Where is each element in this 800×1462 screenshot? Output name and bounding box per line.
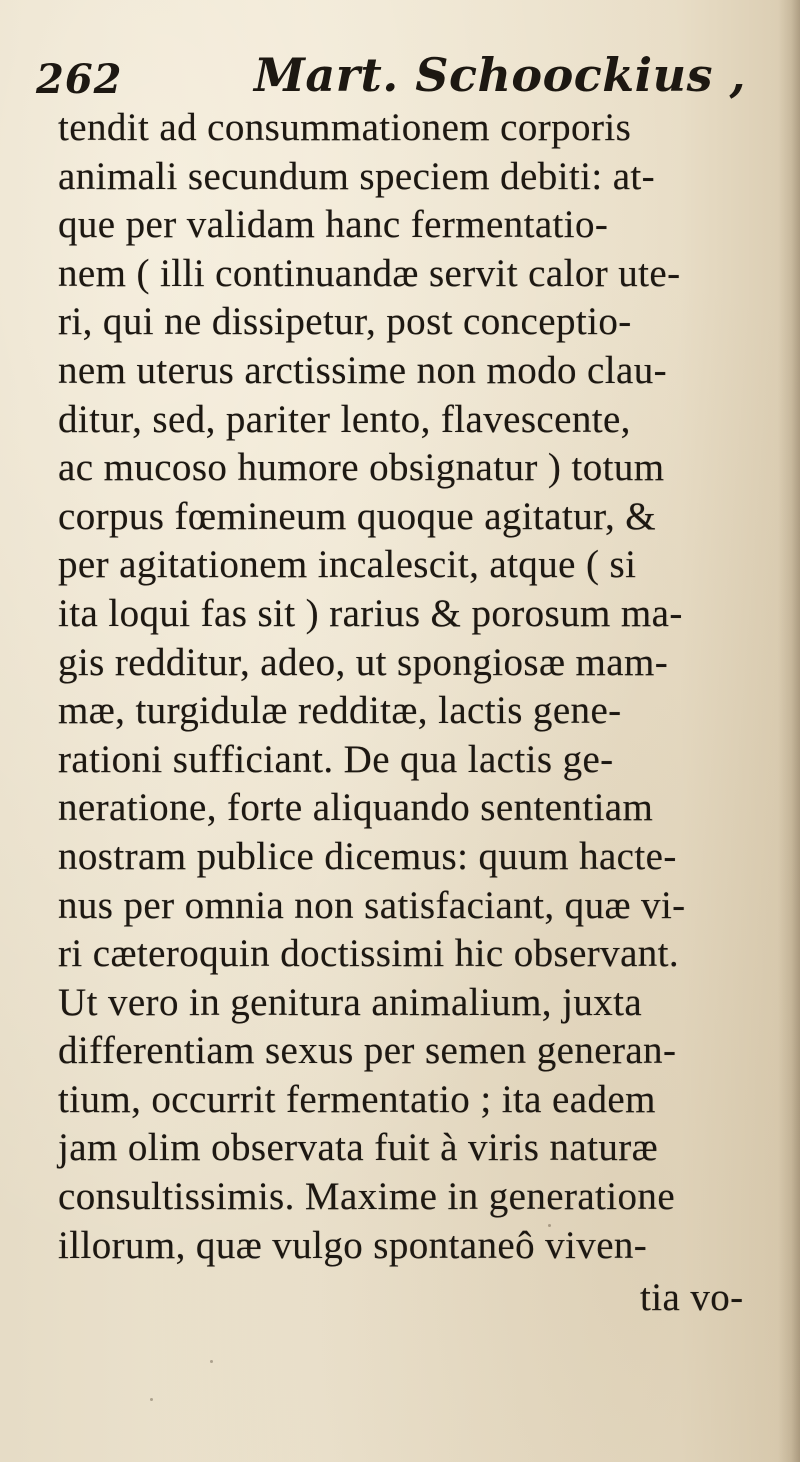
- text-line: animali secundum speciem debiti: at-: [58, 154, 656, 198]
- paper-speck: [210, 1360, 213, 1363]
- text-line: que per validam hanc fermentatio-: [58, 203, 609, 247]
- text-line: per agitationem incalescit, atque ( si: [58, 543, 637, 587]
- text-line: ri, qui ne dissipetur, post conceptio-: [58, 300, 632, 344]
- text-line: jam olim observata fuit à viris naturæ: [58, 1126, 659, 1170]
- text-line: corpus fœmineum quoque agitatur, &: [58, 494, 656, 538]
- paper-speck: [548, 1224, 551, 1227]
- text-line: ac mucoso humore obsignatur ) totum: [58, 446, 665, 490]
- text-line: ri cæteroquin doctissimi hic observant.: [58, 932, 680, 976]
- text-line: gis redditur, adeo, ut spongiosæ mam-: [58, 640, 669, 684]
- text-line: nem ( illi continuandæ servit calor ute-: [58, 251, 681, 295]
- page-header: [32, 48, 752, 108]
- text-line: ita loqui fas sit ) rarius & porosum ma-: [58, 591, 683, 635]
- text-line: nem uterus arctissime non modo clau-: [58, 348, 667, 392]
- text-line: nostram publice dicemus: quum hacte-: [58, 834, 677, 878]
- text-line: tium, occurrit fermentatio ; ita eadem: [58, 1077, 656, 1121]
- text-line: rationi sufficiant. De qua lactis ge-: [58, 737, 614, 781]
- text-line: tendit ad consummationem corporis: [58, 106, 632, 149]
- text-line: mæ, turgidulæ redditæ, lactis gene-: [58, 689, 622, 733]
- text-line: Ut vero in genitura animalium, juxta: [58, 980, 643, 1024]
- page-number: 262: [36, 56, 123, 103]
- body-text: [58, 104, 774, 1270]
- text-line: differentiam sexus per semen generan-: [58, 1029, 677, 1073]
- text-line: consultissimis. Maxime in generatione: [58, 1175, 676, 1219]
- catchword: tia vo-: [640, 1276, 744, 1319]
- text-line: illorum, quæ vulgo spontaneô viven-: [58, 1223, 648, 1267]
- paper-speck: [150, 1398, 153, 1401]
- text-line: nus per omnia non satisfaciant, quæ vi-: [58, 883, 686, 927]
- running-head: Mart. Schoockius ,: [254, 48, 746, 102]
- text-line: ditur, sed, pariter lento, flavescente,: [58, 397, 631, 441]
- text-line: neratione, forte aliquando sententiam: [58, 786, 654, 830]
- page-gutter-shadow: [778, 0, 800, 1462]
